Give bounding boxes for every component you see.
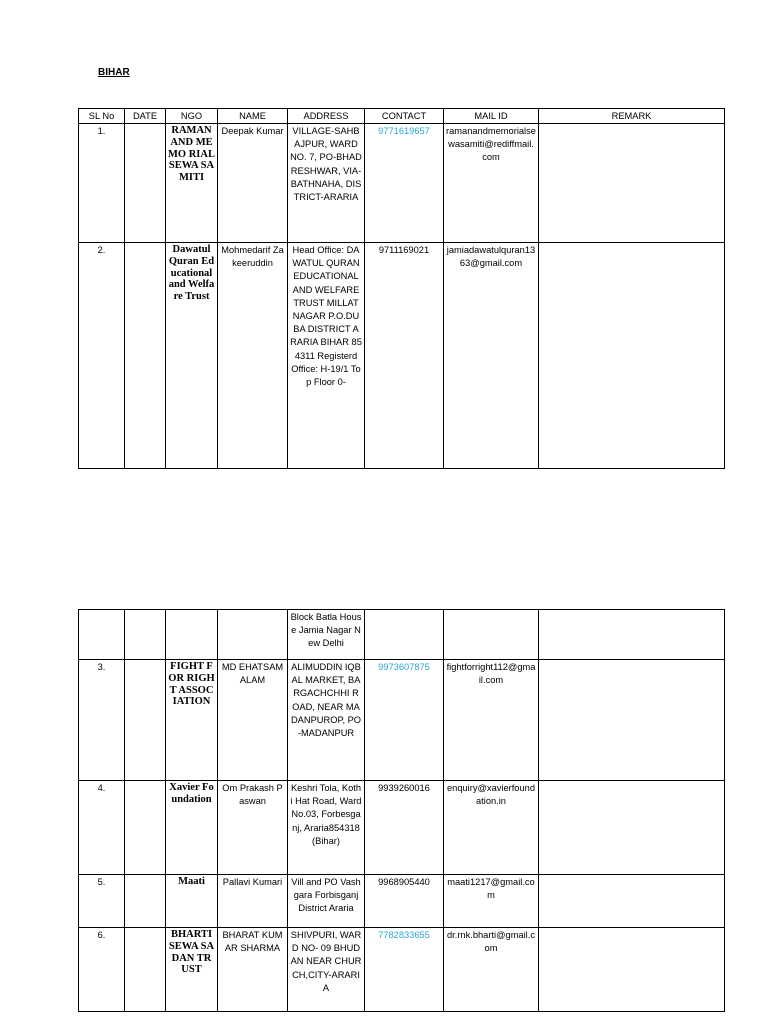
table-row: [79, 610, 725, 660]
cell-contact: [365, 610, 444, 660]
table-row: [79, 781, 725, 875]
header-ngo: NGO: [166, 109, 218, 124]
page-heading: BIHAR: [98, 67, 130, 78]
cell-ngo: Xavier Foundation: [166, 781, 218, 875]
cell-remark: [539, 875, 725, 928]
header-sl-no: SL No: [79, 109, 125, 124]
cell-address: VILLAGE-SAHBAJPUR, WARD NO. 7, PO-BHADRESHWAR, VIA-BATHNAHA, DISTRICT-ARARIA: [288, 124, 365, 243]
cell-contact-link[interactable]: 9973607875: [365, 660, 444, 781]
cell-ngo: BHARTI SEWA SADAN TRUST: [166, 928, 218, 1012]
cell-ngo: [166, 610, 218, 660]
cell-name: [218, 610, 288, 660]
cell-name: Om Prakash Paswan: [218, 781, 288, 875]
cell-remark: [539, 660, 725, 781]
cell-ngo: FIGHT FOR RIGHT ASSOCIATION: [166, 660, 218, 781]
cell-remark: [539, 928, 725, 1012]
cell-sl: 4.: [79, 781, 125, 875]
cell-address: Vill and PO Vashgara Forbisganj District Araria: [288, 875, 365, 928]
cell-mail: ramanandmemorialsewasamiti@rediffmail.com: [444, 124, 539, 243]
cell-contact-link[interactable]: 9771619657: [365, 124, 444, 243]
cell-ngo: Maati: [166, 875, 218, 928]
cell-mail: dr.rnk.bharti@gmail.com: [444, 928, 539, 1012]
cell-date: [125, 928, 166, 1012]
ngo-table-page-2: [78, 609, 725, 1012]
cell-date: [125, 660, 166, 781]
cell-name: Mohmedarif Zakeeruddin: [218, 243, 288, 469]
table-row: [79, 124, 725, 243]
cell-sl: 2.: [79, 243, 125, 469]
table-row: [79, 928, 725, 1012]
ngo-table-page-1: [78, 108, 725, 469]
cell-contact-link[interactable]: 7782833655: [365, 928, 444, 1012]
header-date: DATE: [125, 109, 166, 124]
cell-name: MD EHATSAM ALAM: [218, 660, 288, 781]
cell-date: [125, 124, 166, 243]
cell-remark: [539, 124, 725, 243]
cell-sl: [79, 610, 125, 660]
cell-date: [125, 781, 166, 875]
cell-mail: maati1217@gmail.com: [444, 875, 539, 928]
cell-mail: [444, 610, 539, 660]
cell-contact: 9939260016: [365, 781, 444, 875]
table-row: [79, 660, 725, 781]
header-row: [79, 109, 725, 124]
cell-remark: [539, 243, 725, 469]
header-mail-id: MAIL ID: [444, 109, 539, 124]
cell-mail: enquiry@xavierfoundation.in: [444, 781, 539, 875]
cell-contact: 9711169021: [365, 243, 444, 469]
cell-address: Block Batla House Jamia Nagar New Delhi: [288, 610, 365, 660]
cell-name: Deepak Kumar: [218, 124, 288, 243]
cell-sl: 1.: [79, 124, 125, 243]
cell-name: Pallavi Kumari: [218, 875, 288, 928]
cell-address: Head Office: DAWATUL QURAN EDUCATIONAL AND WELFARE TRUST MILLAT NAGAR P.O.DUBA DISTRICT ARARIA BIHAR 854311 Registerd Office: H-19/1 Top Floor 0-: [288, 243, 365, 469]
cell-date: [125, 610, 166, 660]
cell-ngo: Dawatul Quran Educational and Welfare Trust: [166, 243, 218, 469]
cell-address: SHIVPURI, WARD NO- 09 BHUDAN NEAR CHURCH,CITY-ARARIA: [288, 928, 365, 1012]
cell-name: BHARAT KUMAR SHARMA: [218, 928, 288, 1012]
cell-mail: jamiadawatulquran1363@gmail.com: [444, 243, 539, 469]
table-row: [79, 243, 725, 469]
cell-date: [125, 243, 166, 469]
cell-date: [125, 875, 166, 928]
cell-sl: 6.: [79, 928, 125, 1012]
cell-sl: 5.: [79, 875, 125, 928]
cell-remark: [539, 610, 725, 660]
header-name: NAME: [218, 109, 288, 124]
header-contact: CONTACT: [365, 109, 444, 124]
cell-mail: fightforright112@gmail.com: [444, 660, 539, 781]
cell-address: Keshri Tola, Kothi Hat Road, Ward No.03, Forbesganj, Araria854318 (Bihar): [288, 781, 365, 875]
header-address: ADDRESS: [288, 109, 365, 124]
cell-contact: 9968905440: [365, 875, 444, 928]
cell-remark: [539, 781, 725, 875]
cell-ngo: RAMAN AND MEMO RIAL SEWA SAMITI: [166, 124, 218, 243]
table-row: [79, 875, 725, 928]
header-remark: REMARK: [539, 109, 725, 124]
cell-address: ALIMUDDIN IQBAL MARKET, BARGACHCHHI ROAD, NEAR MADANPUROP, PO-MADANPUR: [288, 660, 365, 781]
cell-sl: 3.: [79, 660, 125, 781]
